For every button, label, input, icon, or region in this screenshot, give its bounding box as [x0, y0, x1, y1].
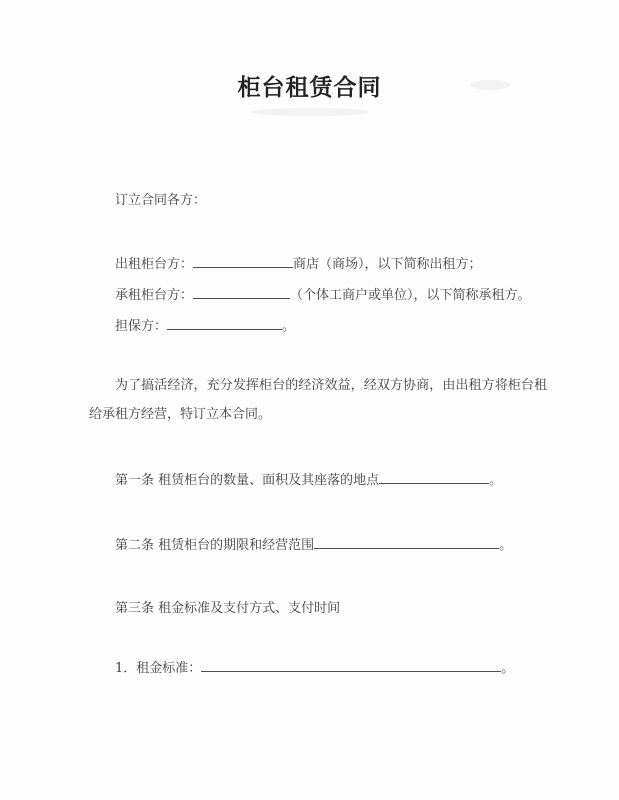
- parties-section: [89, 249, 530, 342]
- lessor-suffix: 商店（商场），以下简称出租方；: [293, 257, 482, 272]
- guarantor-label: 担保方：: [115, 319, 168, 334]
- preamble-paragraph: 为了搞活经济，充分发挥柜台的经济效益，经双方协商，由出租方将柜台租给承租方经营，特订立本合同。: [89, 378, 547, 422]
- article-1-line: [89, 466, 530, 496]
- intro-text: 订立合同各方：: [115, 193, 207, 208]
- lessee-name-blank: [193, 285, 290, 299]
- article-2-text: 第二条 租赁柜台的期限和经营范围: [115, 538, 315, 553]
- lessee-line: [89, 280, 530, 311]
- article-2-line: [89, 531, 530, 561]
- article-1-suffix: 。: [489, 473, 503, 488]
- guarantor-suffix: 。: [282, 319, 296, 334]
- article-2-suffix: 。: [499, 538, 513, 553]
- article-1-blank: [379, 470, 489, 484]
- guarantor-line: [89, 311, 530, 342]
- guarantor-name-blank: [167, 316, 282, 330]
- article-1-text: 第一条 租赁柜台的数量、面积及其座落的地点: [115, 473, 380, 488]
- article-3-line: [89, 594, 530, 624]
- article-3-text: 第三条 租金标准及支付方式、支付时间: [115, 601, 341, 616]
- clause-1-line: [89, 654, 530, 684]
- clause-1-suffix: 。: [501, 661, 515, 676]
- lessee-suffix: （个体工商户或单位），以下简称承租方。: [290, 288, 531, 303]
- scan-smudge: [250, 108, 370, 116]
- clause-1-blank: [201, 658, 501, 672]
- lessee-label: 承租柜台方：: [115, 288, 194, 303]
- lessor-line: [89, 249, 530, 280]
- document-title: 柜台租赁合同: [237, 74, 382, 101]
- lessor-label: 出租柜台方：: [115, 257, 194, 272]
- article-2-blank: [314, 535, 499, 549]
- lessor-name-blank: [193, 254, 293, 268]
- intro-line: [89, 186, 530, 216]
- clause-1-label: 1．租金标准：: [115, 661, 202, 676]
